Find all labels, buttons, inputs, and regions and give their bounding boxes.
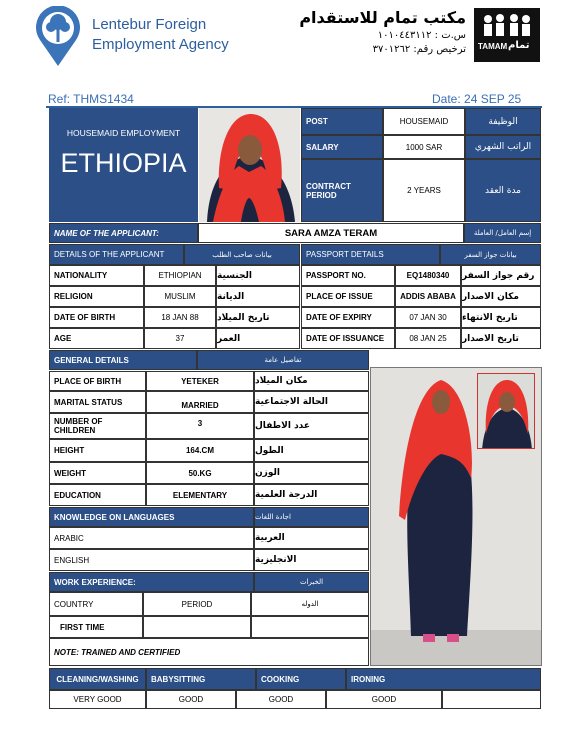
agency-license-number: ترخيص رقم: ٣٧٠١٢٦٢ <box>372 44 466 55</box>
general-details-header-arabic: تفاصيل عامة <box>197 350 369 370</box>
language-arabic-label: ARABIC <box>49 527 254 549</box>
date-of-issuance-arabic: تاريخ الاصدار <box>461 328 541 349</box>
skill-value-babysitting: GOOD <box>146 690 236 709</box>
passport-header-arabic: بيانات جواز السفر <box>440 244 541 265</box>
contract-period-value: 2 YEARS <box>383 159 465 222</box>
date-of-issuance-value: 08 JAN 25 <box>395 328 461 349</box>
height-label: HEIGHT <box>49 439 146 462</box>
dob-label: DATE OF BIRTH <box>49 307 144 328</box>
place-of-issue-arabic: مكان الاصدار <box>461 286 541 307</box>
first-time-text: FIRST TIME <box>60 622 105 632</box>
place-of-issue-label: PLACE OF ISSUE <box>301 286 395 307</box>
weight-arabic: الوزن <box>254 462 369 484</box>
height-arabic: الطول <box>254 439 369 462</box>
contract-label-line2: PERIOD <box>306 190 337 200</box>
skill-header-ironing: IRONING <box>346 668 541 690</box>
marital-status-value: MARRIED <box>146 391 254 413</box>
country-column-arabic: الدوله <box>251 592 369 616</box>
first-time-period <box>143 616 251 638</box>
passport-no-value: EQ1480340 <box>395 265 461 286</box>
contract-label-line1: CONTRACT <box>306 181 351 191</box>
place-of-birth-label: PLACE OF BIRTH <box>49 371 146 391</box>
first-time-value <box>49 616 143 638</box>
banner-country: ETHIOPIA <box>60 148 187 178</box>
skill-value-empty <box>442 690 541 709</box>
people-icon <box>478 12 536 38</box>
agency-cr-number: س.ت : ١٠١٠٤٤٣١١٢ <box>377 30 466 41</box>
skill-value-cooking: GOOD <box>236 690 326 709</box>
work-note: NOTE: TRAINED AND CERTIFIED <box>49 638 369 666</box>
skill-header-babysitting: BABYSITTING <box>146 668 256 690</box>
salary-value: 1000 SAR <box>383 135 465 159</box>
language-english-arabic: الانجليزية <box>254 549 369 571</box>
children-label <box>49 413 146 439</box>
agency-logo-icon <box>34 6 82 68</box>
salary-label: SALARY <box>301 135 383 159</box>
passport-no-arabic: رقم جواز السفر <box>461 265 541 286</box>
work-experience-header: WORK EXPERIENCE: <box>49 572 254 592</box>
date-of-expiry-label: DATE OF EXPIRY <box>301 307 395 328</box>
skill-value-ironing: GOOD <box>326 690 442 709</box>
skill-header-cooking: COOKING <box>256 668 346 690</box>
dob-arabic: تاريخ الميلاد <box>216 307 300 328</box>
age-arabic: العمر <box>216 328 300 349</box>
weight-value: 50.KG <box>146 462 254 484</box>
height-value: 164.CM <box>146 439 254 462</box>
salary-label-arabic: الراتب الشهري <box>465 135 541 159</box>
tamam-logo-arabic: تمام <box>508 40 530 51</box>
age-value: 37 <box>144 328 216 349</box>
children-label-line2: CHILDREN <box>54 426 96 435</box>
children-arabic: عدد الاطفال <box>254 413 369 439</box>
tamam-logo <box>474 8 540 62</box>
post-value: HOUSEMAID <box>383 108 465 135</box>
date-of-issuance-label: DATE OF ISSUANCE <box>301 328 395 349</box>
religion-value: MUSLIM <box>144 286 216 307</box>
applicant-inset-portrait <box>477 373 535 449</box>
applicant-name-value: SARA AMZA TERAM <box>198 223 464 243</box>
skill-header-cleaning: CLEANING/WASHING <box>49 668 146 690</box>
post-label-arabic: الوظيفة <box>465 108 541 135</box>
contract-period-label <box>301 159 383 222</box>
nationality-arabic: الجنسية <box>216 265 300 286</box>
applicant-full-body-photo <box>370 367 542 666</box>
passport-header: PASSPORT DETAILS <box>301 244 440 265</box>
languages-header-arabic: اجادة اللغات <box>254 507 369 527</box>
language-arabic-arabic: العربية <box>254 527 369 549</box>
details-header-arabic: بيانات صاحب الطلب <box>184 244 300 265</box>
weight-label: WEIGHT <box>49 462 146 484</box>
details-header: DETAILS OF THE APPLICANT <box>49 244 184 265</box>
date-of-expiry-value: 07 JAN 30 <box>395 307 461 328</box>
religion-label: RELIGION <box>49 286 144 307</box>
nationality-value: ETHIOPIAN <box>144 265 216 286</box>
education-value: ELEMENTARY <box>146 484 254 506</box>
period-column-label: PERIOD <box>143 592 251 616</box>
general-details-header: GENERAL DETAILS <box>49 350 197 370</box>
education-label: EDUCATION <box>49 484 146 506</box>
place-of-issue-value: ADDIS ABABA <box>395 286 461 307</box>
language-english-label: ENGLISH <box>49 549 254 571</box>
applicant-portrait <box>199 108 300 222</box>
reference-number: Ref: THMS1434 <box>48 92 134 106</box>
applicant-name-label: NAME OF THE APPLICANT: <box>49 223 198 243</box>
children-label-line1: NUMBER OF <box>54 417 103 426</box>
skill-value-cleaning: VERY GOOD <box>49 690 146 709</box>
marital-status-arabic: الحالة الاجتماعية <box>254 391 369 413</box>
employment-banner <box>49 108 198 222</box>
agency-name-line1: Lentebur Foreign <box>92 16 207 33</box>
education-arabic: الدرجة العلمية <box>254 484 369 506</box>
religion-arabic: الديانة <box>216 286 300 307</box>
place-of-birth-value: YETEKER <box>146 371 254 391</box>
contract-period-arabic: مدة العقد <box>465 159 541 222</box>
dob-value: 18 JAN 88 <box>144 307 216 328</box>
languages-header: KNOWLEDGE ON LANGUAGES <box>49 507 254 527</box>
country-column-label: COUNTRY <box>49 592 143 616</box>
passport-no-label: PASSPORT NO. <box>301 265 395 286</box>
marital-status-label: MARITAL STATUS <box>49 391 146 413</box>
post-label: POST <box>301 108 383 135</box>
place-of-birth-arabic: مكان الميلاد <box>254 371 369 391</box>
applicant-name-arabic: إسم العامل/ العاملة <box>464 223 541 243</box>
date-of-expiry-arabic: تاريخ الانتهاء <box>461 307 541 328</box>
agency-name-line2: Employment Agency <box>92 36 229 53</box>
agency-name-arabic: مكتب تمام للاستقدام <box>299 8 466 27</box>
first-time-arabic <box>251 616 369 638</box>
age-label: AGE <box>49 328 144 349</box>
document-date: Date: 24 SEP 25 <box>432 92 522 106</box>
nationality-label: NATIONALITY <box>49 265 144 286</box>
work-experience-header-arabic: الخبرات <box>254 572 369 592</box>
tamam-logo-text: TAMAM <box>478 42 508 51</box>
children-value: 3 <box>146 413 254 439</box>
banner-title: HOUSEMAID EMPLOYMENT <box>66 128 181 138</box>
